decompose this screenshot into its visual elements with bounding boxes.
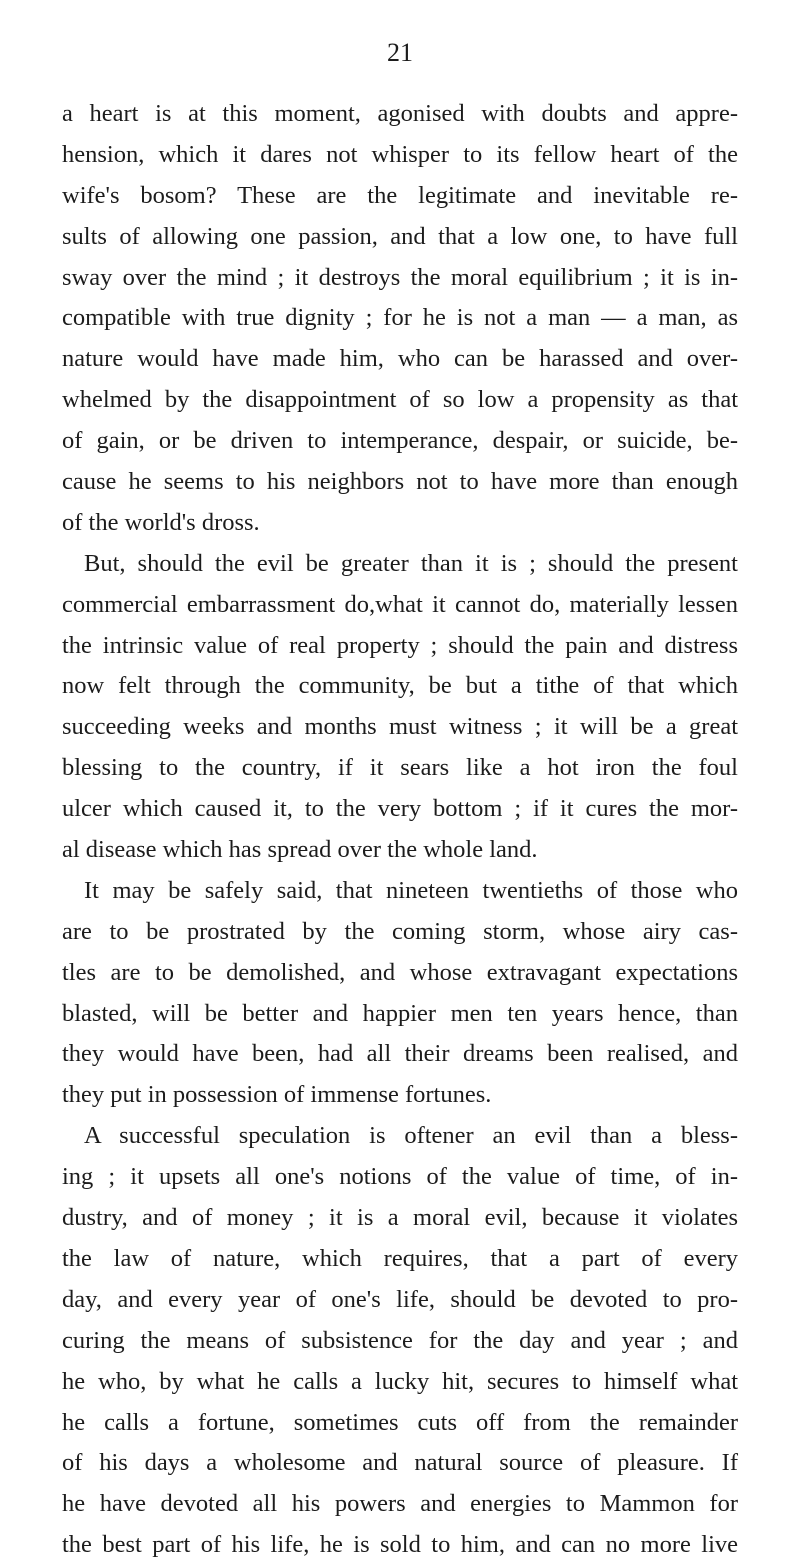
paragraph-start-line: It may be safely said, that nineteen twentieths of those who	[84, 876, 738, 904]
page-number: 21	[387, 38, 413, 67]
text-line: sults of allowing one passion, and that a low one, to have full	[62, 222, 738, 250]
text-line: of his days a wholesome and natural source of pleasure. If	[62, 1449, 738, 1477]
text-line: he who, by what he calls a lucky hit, secures to himself what	[62, 1367, 738, 1395]
text-line: of gain, or be driven to intemperance, despair, or suicide, be-	[62, 427, 738, 455]
body-text	[62, 94, 738, 1566]
text-line: nature would have made him, who can be harassed and over-	[62, 345, 738, 373]
text-line: he calls a fortune, sometimes cuts off from the remainder	[62, 1408, 738, 1436]
text-line: sway over the mind ; it destroys the moral equilibrium ; it is in-	[62, 263, 738, 291]
text-line: are to be prostrated by the coming storm, whose airy cas-	[62, 917, 738, 945]
paragraph-start-line: But, should the evil be greater than it is ; should the present	[84, 549, 738, 577]
text-line: commercial embarrassment do,what it cannot do, materially lessen	[62, 590, 738, 618]
text-line: tles are to be demolished, and whose extravagant expectations	[62, 958, 738, 986]
paragraph-start-line: A successful speculation is oftener an evil than a bless-	[84, 1122, 738, 1150]
text-line: wife's bosom? These are the legitimate and inevitable re-	[62, 181, 738, 209]
text-line: ulcer which caused it, to the very bottom ; if it cures the mor-	[62, 795, 738, 823]
text-line: now felt through the community, be but a tithe of that which	[62, 672, 738, 700]
text-line: of the world's dross.	[62, 508, 260, 536]
text-line: blasted, will be better and happier men ten years hence, than	[62, 999, 738, 1027]
text-line: the intrinsic value of real property ; should the pain and distress	[62, 631, 738, 659]
text-line: blessing to the country, if it sears like a hot iron the foul	[62, 754, 738, 782]
text-line: the best part of his life, he is sold to him, and can no more live	[62, 1531, 738, 1559]
text-line: they would have been, had all their dreams been realised, and	[62, 1040, 738, 1068]
text-line: cause he seems to his neighbors not to have more than enough	[62, 468, 738, 496]
text-line: day, and every year of one's life, should be devoted to pro-	[62, 1285, 738, 1313]
text-line: whelmed by the disappointment of so low a propensity as that	[62, 386, 738, 414]
text-line: compatible with true dignity ; for he is not a man — a man, as	[62, 304, 738, 332]
text-line: dustry, and of money ; it is a moral evil, because it violates	[62, 1204, 738, 1232]
text-line: they put in possession of immense fortunes.	[62, 1081, 492, 1109]
text-line: hension, which it dares not whisper to its fellow heart of the	[62, 140, 738, 168]
text-line: ing ; it upsets all one's notions of the value of time, of in-	[62, 1163, 738, 1191]
text-line: succeeding weeks and months must witness ; it will be a great	[62, 713, 738, 741]
text-line: al disease which has spread over the whole land.	[62, 836, 538, 864]
text-line: a heart is at this moment, agonised with doubts and appre-	[62, 100, 738, 127]
text-line: curing the means of subsistence for the day and year ; and	[62, 1326, 738, 1354]
text-line: the law of nature, which requires, that a part of every	[62, 1244, 738, 1272]
text-line: he have devoted all his powers and energies to Mammon for	[62, 1490, 738, 1518]
